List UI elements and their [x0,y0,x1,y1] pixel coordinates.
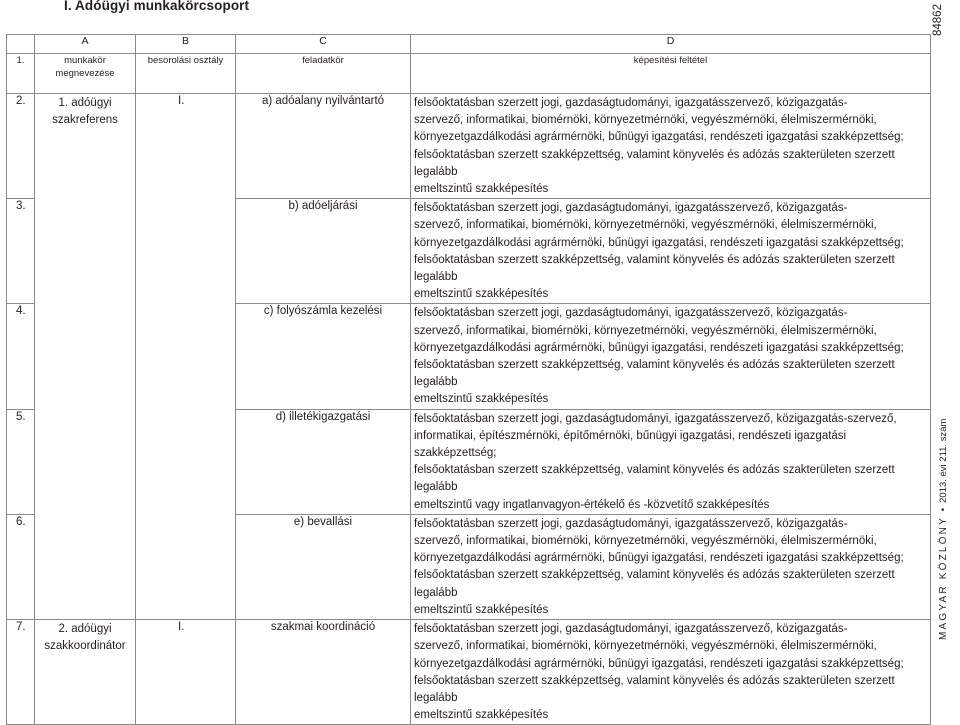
issue-number: 2013. évi 211. szám [938,418,949,503]
qualification-line: környezetgazdálkodási agrármérnöki, bűnügyi igazgatási, rendészeti igazgatási szakképzettség; [414,657,904,670]
qualification-line: szervező, informatikai, biomérnöki, környezetmérnöki, vegyészmérnöki, élelmiszermérnöki, [414,535,877,548]
qualification-line: felsőoktatásban szerzett jogi, gazdaságtudományi, igazgatásszervező, közigazgatás- [414,623,848,636]
header-row [7,54,931,94]
page-number-text: 84862 [932,4,944,36]
table-row [7,94,931,199]
qualification-line: felsőoktatásban szerzett szakképzettség, valamint könyvelés és adózás szakterületen szerzett legalább [414,148,895,178]
qualification-cell [411,199,931,304]
column-letter-a: A [35,35,136,54]
qualification-line: emeltszintű szakképesítés [414,709,549,722]
qualification-line: emeltszintű szakképesítés [414,393,549,406]
column-letter-d: D [411,35,931,54]
qualification-line: felsőoktatásban szerzett jogi, gazdaságtudományi, igazgatásszervező, közigazgatás-szervező, [414,412,897,425]
header-scope: feladatkör [236,54,411,94]
corner-cell [7,35,35,54]
qualification-line: emeltszintű vagy ingatlanvagyon-értékelő és -közvetítő szakképesítés [414,498,770,511]
header-job-title [35,54,136,94]
side-strip-text [938,419,949,640]
classification-cell: I. [136,620,236,725]
header-row-number: 1. [7,54,35,94]
qualification-line: szervező, informatikai, biomérnöki, környezetmérnöki, vegyészmérnöki, élelmiszermérnöki, [414,324,877,337]
qualification-table [6,34,931,725]
qualification-line: informatikai, építészmérnöki, építőmérnöki, bűnügyi igazgatási, rendészeti igazgatási szakképzettség; [414,429,847,460]
section-heading: I. Adóügyi munkakörcsoport [64,0,250,13]
scope-cell: c) folyószámla kezelési [236,304,411,409]
qualification-line: emeltszintű szakképesítés [414,183,549,196]
qualification-cell [411,304,931,409]
header-classification: besorolási osztály [136,54,236,94]
row-number: 3. [7,199,35,304]
scope-cell: b) adóeljárási [236,199,411,304]
job-title-cell [35,94,136,620]
qualification-line: felsőoktatásban szerzett szakképzettség, valamint könyvelés és adózás szakterületen szerzett legalább [414,359,895,389]
qualification-line: felsőoktatásban szerzett jogi, gazdaságtudományi, igazgatásszervező, közigazgatás- [414,517,848,530]
qualification-cell [411,409,931,514]
qualification-line: emeltszintű szakképesítés [414,603,549,616]
scope-cell: d) illetékigazgatási [236,409,411,514]
scope-cell: szakmai koordináció [236,620,411,725]
qualification-line: környezetgazdálkodási agrármérnöki, bűnügyi igazgatási, rendészeti igazgatási szakképzettség; [414,131,904,144]
qualification-line: felsőoktatásban szerzett szakképzettség, valamint könyvelés és adózás szakterületen szerzett legalább [414,464,895,494]
row-number: 7. [7,620,35,725]
qualification-line: szervező, informatikai, biomérnöki, környezetmérnöki, vegyészmérnöki, élelmiszermérnöki, [414,219,877,232]
qualification-cell [411,514,931,619]
scope-cell: a) adóalany nyilvántartó [236,94,411,199]
column-letter-row [7,35,931,54]
header-qualification: képesítési feltétel [411,54,931,94]
job-title-line2: szakreferens [52,114,118,126]
row-number: 4. [7,304,35,409]
column-letter-c: C [236,35,411,54]
column-letter-b: B [136,35,236,54]
separator: • [938,507,949,512]
row-number: 5. [7,409,35,514]
scope-cell: e) bevallási [236,514,411,619]
qualification-line: felsőoktatásban szerzett szakképzettség, valamint könyvelés és adózás szakterületen szerzett legalább [414,674,895,704]
qualification-line: környezetgazdálkodási agrármérnöki, bűnügyi igazgatási, rendészeti igazgatási szakképzettség; [414,341,904,354]
header-job-title-line1: munkakör [64,55,106,66]
table-row [7,620,931,725]
header-job-title-line2: megnevezése [55,68,115,79]
qualification-cell [411,94,931,199]
qualification-line: felsőoktatásban szerzett jogi, gazdaságtudományi, igazgatásszervező, közigazgatás- [414,307,848,320]
qualification-line: felsőoktatásban szerzett jogi, gazdaságtudományi, igazgatásszervező, közigazgatás- [414,202,848,215]
qualification-line: felsőoktatásban szerzett szakképzettség, valamint könyvelés és adózás szakterületen szerzett legalább [414,253,895,284]
qualification-line: emeltszintű szakképesítés [414,288,549,301]
qualification-line: környezetgazdálkodási agrármérnöki, bűnügyi igazgatási, rendészeti igazgatási szakképzettség; [414,236,904,249]
job-title-line2: szakkoordinátor [44,640,126,653]
qualification-line: felsőoktatásban szerzett jogi, gazdaságtudományi, igazgatásszervező, közigazgatás- [414,97,848,109]
qualification-line: szervező, informatikai, biomérnöki, környezetmérnöki, vegyészmérnöki, élelmiszermérnöki, [414,114,877,127]
qualification-cell [411,620,931,725]
qualification-line: szervező, informatikai, biomérnöki, környezetmérnöki, vegyészmérnöki, élelmiszermérnöki, [414,640,877,653]
row-number: 6. [7,514,35,619]
job-title-cell [35,620,136,725]
qualification-line: felsőoktatásban szerzett szakképzettség, valamint könyvelés és adózás szakterületen szerzett legalább [414,569,895,599]
job-title-line1: 2. adóügyi [58,623,112,636]
row-number: 2. [7,94,35,199]
publication-name: MAGYAR KÖZLÖNY [938,516,949,640]
job-title-line1: 1. adóügyi [58,97,112,109]
qualification-line: környezetgazdálkodási agrármérnöki, bűnügyi igazgatási, rendészeti igazgatási szakképzettség; [414,552,904,565]
side-strip [930,0,960,645]
classification-cell: I. [136,94,236,620]
